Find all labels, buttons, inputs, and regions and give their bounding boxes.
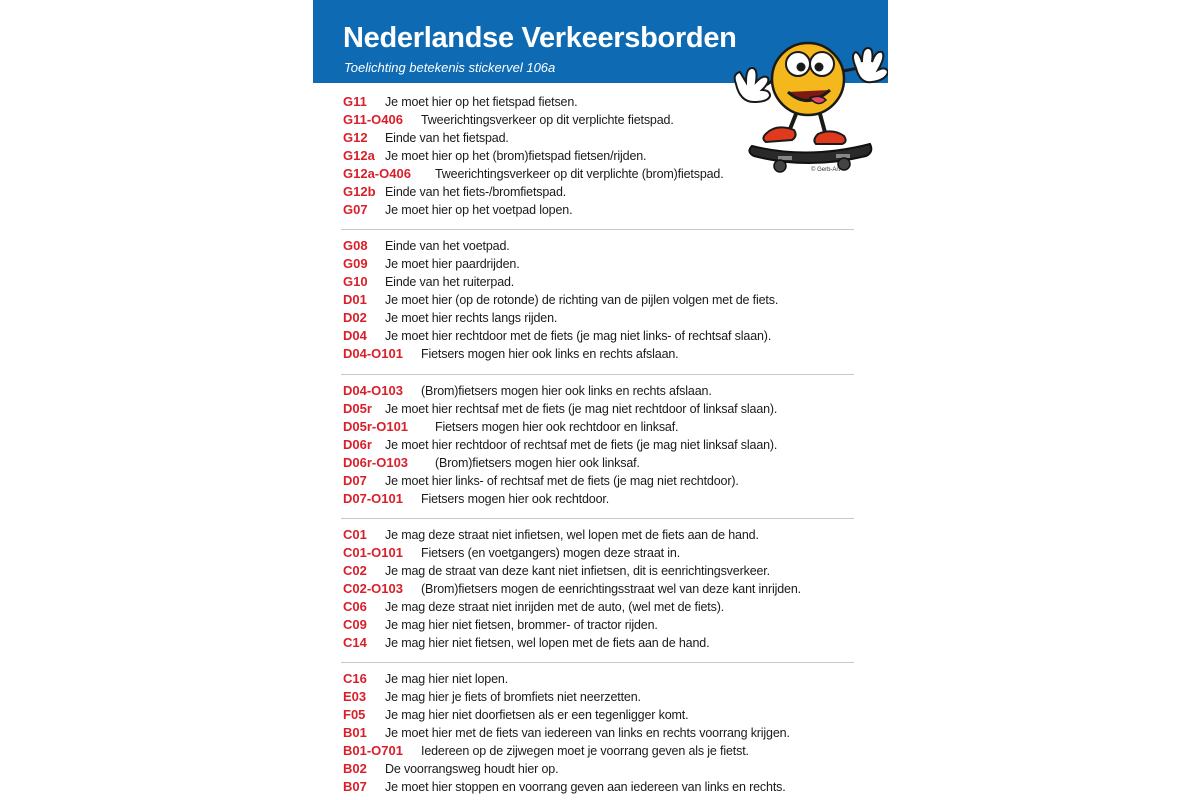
sign-row — [343, 418, 853, 436]
sign-row — [343, 291, 853, 309]
sign-description: Fietsers mogen hier ook rechtdoor. — [421, 492, 610, 506]
sign-description: Je moet hier op het (brom)fietspad fietsen/rijden. — [385, 149, 647, 163]
sign-row — [343, 562, 853, 580]
sign-row — [343, 273, 853, 291]
sign-row — [343, 580, 853, 598]
sign-row — [343, 544, 853, 562]
sign-description: (Brom)fietsers mogen de eenrichtingsstraat wel van deze kant inrijden. — [421, 582, 801, 596]
sign-code: D05r — [343, 401, 372, 416]
page-title: Nederlandse Verkeersborden — [343, 22, 737, 54]
sign-row — [343, 237, 853, 255]
sign-code: C14 — [343, 635, 367, 650]
sticker-sheet — [313, 0, 888, 800]
sign-code: D04-O103 — [343, 383, 403, 398]
sign-description: Je mag hier niet lopen. — [385, 672, 509, 686]
sign-description: Fietsers (en voetgangers) mogen deze straat in. — [421, 546, 681, 560]
sign-description: Je moet hier (op de rotonde) de richting van de pijlen volgen met de fiets. — [385, 293, 779, 307]
sign-code: D04 — [343, 328, 367, 343]
sign-row — [343, 165, 853, 183]
section-3 — [343, 382, 853, 508]
sign-code: D04-O101 — [343, 346, 403, 361]
sign-row — [343, 201, 853, 219]
sign-description: (Brom)fietsers mogen hier ook linksaf. — [435, 456, 640, 470]
sign-row — [343, 345, 853, 363]
sign-code: C01 — [343, 527, 367, 542]
sign-row — [343, 454, 853, 472]
sign-code: D07-O101 — [343, 491, 403, 506]
sign-description: Je mag hier niet fietsen, brommer- of tractor rijden. — [385, 618, 658, 632]
sign-code: D01 — [343, 292, 367, 307]
sign-row — [343, 93, 853, 111]
section-2 — [343, 237, 853, 363]
sign-row — [343, 598, 853, 616]
sign-row — [343, 616, 853, 634]
sign-code: G11 — [343, 94, 367, 109]
sign-description: Einde van het ruiterpad. — [385, 275, 515, 289]
sign-row — [343, 706, 853, 724]
sign-row — [343, 147, 853, 165]
sign-description: Je mag hier je fiets of bromfiets niet neerzetten. — [385, 690, 641, 704]
sign-row — [343, 760, 853, 778]
sign-description: Tweerichtingsverkeer op dit verplichte (brom)fietspad. — [435, 167, 724, 181]
sign-code: C09 — [343, 617, 367, 632]
sign-code: D06r-O103 — [343, 455, 409, 470]
sign-code: G12b — [343, 184, 376, 199]
sign-description: Je moet hier met de fiets van iedereen van links en rechts voorrang krijgen. — [385, 726, 790, 740]
sign-code: B01-O701 — [343, 743, 403, 758]
sign-code: C16 — [343, 671, 367, 686]
sign-code: G12a — [343, 148, 375, 163]
sign-code: C02 — [343, 563, 367, 578]
sign-row — [343, 634, 853, 652]
sign-code: D06r — [343, 437, 372, 452]
sign-row — [343, 526, 853, 544]
sign-row — [343, 129, 853, 147]
sign-code: B02 — [343, 761, 367, 776]
sign-description: (Brom)fietsers mogen hier ook links en rechts afslaan. — [421, 384, 712, 398]
sign-description: Einde van het voetpad. — [385, 239, 510, 253]
sign-row — [343, 309, 853, 327]
sign-row — [343, 490, 853, 508]
sign-code: C01-O101 — [343, 545, 403, 560]
sign-row — [343, 670, 853, 688]
sign-row — [343, 688, 853, 706]
section-5 — [343, 670, 853, 796]
sign-description: Je mag hier niet doorfietsen als er een tegenligger komt. — [385, 708, 689, 722]
sign-code: G09 — [343, 256, 368, 271]
sign-code: B01 — [343, 725, 367, 740]
section-1 — [343, 93, 853, 219]
sign-row — [343, 472, 853, 490]
sign-code: B07 — [343, 779, 367, 794]
page-subtitle: Toelichting betekenis stickervel 106a — [344, 60, 556, 75]
sign-description: Je mag deze straat niet infietsen, wel lopen met de fiets aan de hand. — [385, 528, 759, 542]
sign-description: Iedereen op de zijwegen moet je voorrang geven als je fietst. — [421, 744, 749, 758]
sign-row — [343, 436, 853, 454]
sign-description: Je moet hier op het voetpad lopen. — [385, 203, 573, 217]
section-4 — [343, 526, 853, 652]
sign-description: Einde van het fietspad. — [385, 131, 509, 145]
sign-code: E03 — [343, 689, 367, 704]
sign-description: Je moet hier paardrijden. — [385, 257, 520, 271]
sign-description: Je moet hier links- of rechtsaf met de fiets (je mag niet rechtdoor). — [385, 474, 739, 488]
divider — [341, 662, 854, 663]
divider — [341, 374, 854, 375]
sign-description: Tweerichtingsverkeer op dit verplichte fietspad. — [421, 113, 674, 127]
sign-code: D02 — [343, 310, 367, 325]
sign-row — [343, 111, 853, 129]
sign-code: G07 — [343, 202, 368, 217]
sign-row — [343, 327, 853, 345]
sign-row — [343, 255, 853, 273]
copyright-note: © Gerb-Art — [811, 167, 841, 173]
sign-code: G12 — [343, 130, 368, 145]
sign-code: D05r-O101 — [343, 419, 409, 434]
sign-description: Je mag de straat van deze kant niet infietsen, dit is eenrichtingsverkeer. — [385, 564, 770, 578]
sign-code: C06 — [343, 599, 367, 614]
sign-code: F05 — [343, 707, 366, 722]
divider — [341, 518, 854, 519]
sign-description: Je moet hier rechts langs rijden. — [385, 311, 558, 325]
sign-code: G10 — [343, 274, 368, 289]
sign-row — [343, 400, 853, 418]
sign-row — [343, 382, 853, 400]
sign-code: G11-O406 — [343, 112, 403, 127]
sign-code: G08 — [343, 238, 368, 253]
sign-code: C02-O103 — [343, 581, 403, 596]
sign-description: Je moet hier rechtdoor of rechtsaf met de fiets (je mag niet linksaf slaan). — [385, 438, 778, 452]
sign-code: G12a-O406 — [343, 166, 411, 181]
sign-description: Je moet hier rechtdoor met de fiets (je mag niet links- of rechtsaf slaan). — [385, 329, 772, 343]
sign-description: Je moet hier rechtsaf met de fiets (je mag niet rechtdoor of linksaf slaan). — [385, 402, 778, 416]
sign-description: Je mag hier niet fietsen, wel lopen met de fiets aan de hand. — [385, 636, 710, 650]
sign-row — [343, 742, 853, 760]
sign-description: Fietsers mogen hier ook links en rechts afslaan. — [421, 347, 679, 361]
sign-row — [343, 724, 853, 742]
sign-description: Fietsers mogen hier ook rechtdoor en linksaf. — [435, 420, 679, 434]
sign-description: Einde van het fiets-/bromfietspad. — [385, 185, 567, 199]
sign-description: De voorrangsweg houdt hier op. — [385, 762, 559, 776]
sign-description: Je mag deze straat niet inrijden met de auto, (wel met de fiets). — [385, 600, 725, 614]
sign-description: Je moet hier op het fietspad fietsen. — [385, 95, 578, 109]
sign-code: D07 — [343, 473, 367, 488]
sign-row — [343, 778, 853, 796]
sign-row — [343, 183, 853, 201]
divider — [341, 229, 854, 230]
sign-description: Je moet hier stoppen en voorrang geven aan iedereen van links en rechts. — [385, 780, 786, 794]
